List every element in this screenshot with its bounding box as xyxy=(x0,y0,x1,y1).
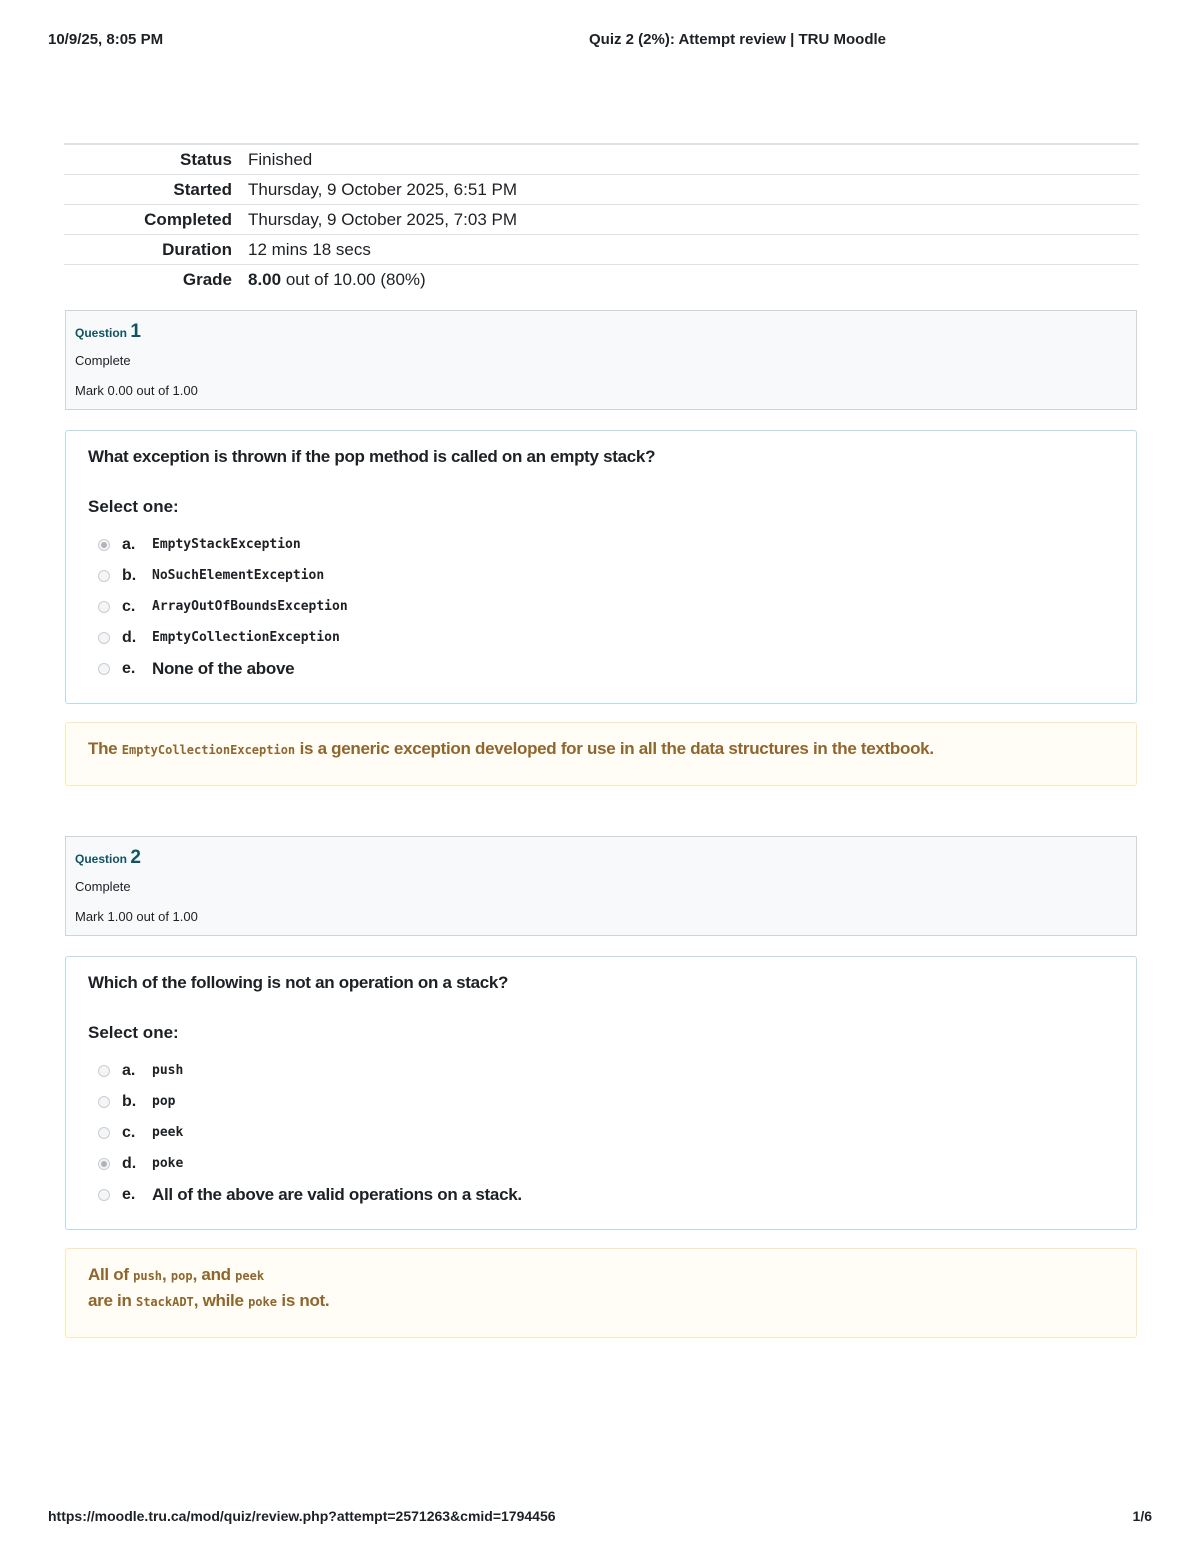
question-text: What exception is thrown if the pop method is called on an empty stack? xyxy=(88,447,656,466)
radio-icon[interactable] xyxy=(98,1096,110,1108)
answer-option-a[interactable]: a. EmptyStackException xyxy=(88,529,1114,560)
question-1-info xyxy=(65,310,1137,410)
answer-option-d[interactable]: d. poke xyxy=(88,1148,1114,1179)
radio-icon[interactable] xyxy=(98,570,110,582)
question-state: Complete xyxy=(75,353,131,368)
print-header xyxy=(48,31,1152,51)
question-state: Complete xyxy=(75,879,131,894)
radio-icon[interactable] xyxy=(98,1189,110,1201)
summary-value: Thursday, 9 October 2025, 6:51 PM xyxy=(248,179,517,199)
page-count: 1/6 xyxy=(1132,1508,1152,1524)
summary-value: Finished xyxy=(248,149,313,169)
summary-row-duration xyxy=(64,235,1139,265)
radio-selected-icon[interactable] xyxy=(98,539,110,551)
summary-label: Started xyxy=(173,179,232,199)
question-1-content xyxy=(65,430,1137,704)
summary-row-grade xyxy=(64,265,1139,295)
question-mark: Mark 0.00 out of 1.00 xyxy=(75,383,198,398)
select-one-prompt: Select one: xyxy=(88,497,179,516)
summary-value: Thursday, 9 October 2025, 7:03 PM xyxy=(248,209,517,229)
question-mark: Mark 1.00 out of 1.00 xyxy=(75,909,198,924)
radio-icon[interactable] xyxy=(98,663,110,675)
grade-total: out of 10.00 (80%) xyxy=(281,269,426,289)
feedback-code: EmptyCollectionException xyxy=(121,743,296,757)
answer-option-a[interactable]: a. push xyxy=(88,1055,1114,1086)
summary-label: Status xyxy=(180,149,232,169)
radio-icon[interactable] xyxy=(98,632,110,644)
summary-label: Completed xyxy=(144,209,232,229)
answer-option-b[interactable]: b. NoSuchElementException xyxy=(88,560,1114,591)
radio-selected-icon[interactable] xyxy=(98,1158,110,1170)
radio-icon[interactable] xyxy=(98,1127,110,1139)
select-one-prompt: Select one: xyxy=(88,1023,179,1042)
question-2-feedback xyxy=(65,1248,1137,1338)
answer-option-b[interactable]: b. pop xyxy=(88,1086,1114,1117)
answer-option-d[interactable]: d. EmptyCollectionException xyxy=(88,622,1114,653)
grade-score: 8.00 xyxy=(248,269,282,289)
summary-value xyxy=(248,265,1139,295)
print-page-title: Quiz 2 (2%): Attempt review | TRU Moodle xyxy=(589,31,886,48)
question-2-info xyxy=(65,836,1137,936)
summary-label: Grade xyxy=(182,269,232,289)
answer-option-c[interactable]: c. ArrayOutOfBoundsException xyxy=(88,591,1114,622)
summary-row-completed xyxy=(64,205,1139,235)
feedback-line-1: All of push, pop, and peek xyxy=(88,1265,265,1284)
radio-icon[interactable] xyxy=(98,1065,110,1077)
summary-row-status xyxy=(64,144,1139,175)
question-number: Question 2 xyxy=(75,847,141,868)
attempt-summary-table xyxy=(64,143,1139,294)
answer-options xyxy=(88,529,1114,684)
feedback-line-2: are in StackADT, while poke is not. xyxy=(88,1291,330,1310)
answer-options xyxy=(88,1055,1114,1210)
answer-option-e[interactable]: e. All of the above are valid operations on a stack. xyxy=(88,1179,1114,1210)
summary-value: 12 mins 18 secs xyxy=(248,239,371,259)
question-1-feedback: The EmptyCollectionException is a generic exception developed for use in all the data structures in the textbook. xyxy=(65,722,1137,786)
print-datetime: 10/9/25, 8:05 PM xyxy=(48,31,164,48)
question-number: Question 1 xyxy=(75,321,141,342)
answer-option-e[interactable]: e. None of the above xyxy=(88,653,1114,684)
question-2-content xyxy=(65,956,1137,1230)
page-url: https://moodle.tru.ca/mod/quiz/review.php?attempt=2571263&cmid=1794456 xyxy=(48,1508,556,1524)
question-text: Which of the following is not an operation on a stack? xyxy=(88,973,509,992)
radio-icon[interactable] xyxy=(98,601,110,613)
summary-row-started xyxy=(64,175,1139,205)
answer-option-c[interactable]: c. peek xyxy=(88,1117,1114,1148)
summary-label: Duration xyxy=(162,239,232,259)
